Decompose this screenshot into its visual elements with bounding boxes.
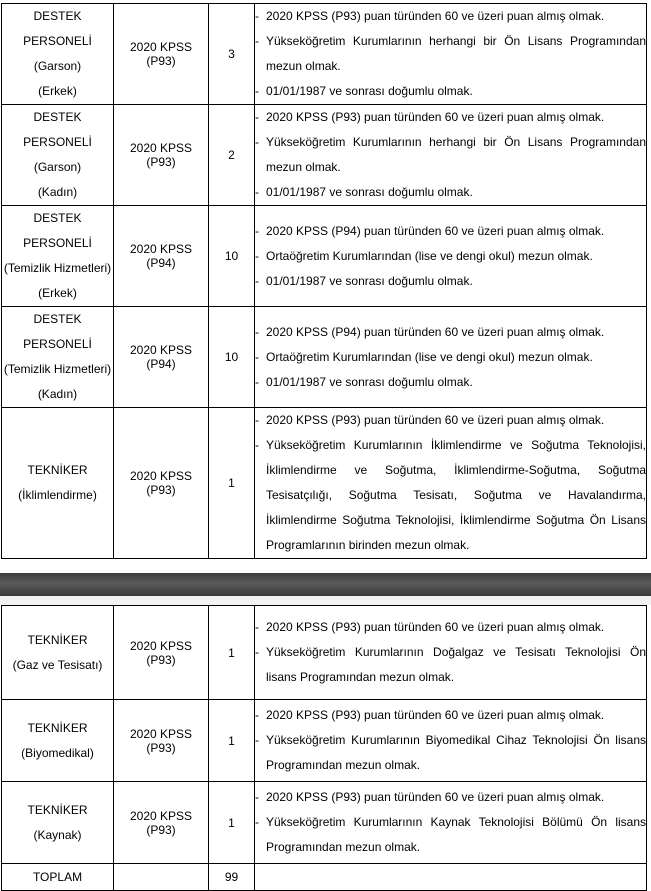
position-line: (Kaynak) <box>33 827 82 842</box>
bullet-dash: - <box>255 438 259 452</box>
position-cell <box>2 606 114 700</box>
bullet-dash: - <box>255 349 259 364</box>
position-line: PERSONELİ <box>23 34 92 48</box>
requirements-cell <box>255 105 647 206</box>
requirement-line <box>255 130 646 155</box>
requirement-line <box>255 433 646 458</box>
staff-positions-table-bottom <box>1 605 647 891</box>
requirements-cell <box>255 4 647 105</box>
table-row <box>2 206 647 307</box>
requirement-line <box>255 785 646 810</box>
position-line: PERSONELİ <box>23 337 92 351</box>
requirement-text: Yükseköğretim Kurumlarının herhangi bir Ön Lisans Programından <box>266 135 646 149</box>
requirement-text: 2020 KPSS (P94) puan türünden 60 ve üzeri puan almış olmak. <box>266 324 605 339</box>
position-line: TEKNİKER <box>27 463 88 477</box>
table-row <box>2 105 647 206</box>
requirement-line <box>255 155 646 180</box>
position-line: (Temizlik Hizmetleri) <box>3 362 112 376</box>
requirement-text: Ortaöğretim Kurumlarından (lise ve dengi okul) mezun olmak. <box>266 349 593 364</box>
requirement-text: 2020 KPSS (P93) puan türünden 60 ve üzeri puan almış olmak. <box>266 9 605 23</box>
bullet-dash: - <box>255 645 259 659</box>
count-cell: 10 <box>209 307 255 408</box>
count-cell: 1 <box>209 782 255 864</box>
count-cell: 1 <box>209 700 255 782</box>
requirement-line <box>255 640 646 665</box>
staff-positions-table-top <box>1 3 647 559</box>
position-line: (Temizlik Hizmetleri) <box>3 261 112 275</box>
requirement-line <box>255 269 646 294</box>
count-cell: 2 <box>209 105 255 206</box>
requirement-text: 2020 KPSS (P93) puan türünden 60 ve üzeri puan almış olmak. <box>266 790 605 804</box>
requirement-text: Programından mezun olmak. <box>266 840 421 854</box>
count-cell: 1 <box>209 408 255 559</box>
position-line: DESTEK <box>33 211 82 225</box>
bullet-dash: - <box>255 374 259 389</box>
requirement-line <box>255 345 646 370</box>
total-label: TOPLAM <box>2 864 114 891</box>
exam-cell: 2020 KPSS (P93) <box>114 4 209 105</box>
position-cell <box>2 782 114 864</box>
position-line: (Kadın) <box>37 185 78 199</box>
position-line: PERSONELİ <box>23 236 92 250</box>
requirement-text: Tesisatçılığı, Soğutma Tesisatı, Soğutma ve Havalandırma, <box>266 488 646 502</box>
position-line: DESTEK <box>33 312 82 326</box>
requirement-line <box>255 508 646 533</box>
requirement-text: Yükseköğretim Kurumlarının Biyomedikal Cihaz Teknolojisi Ön lisans <box>266 733 646 747</box>
bullet-dash: - <box>255 34 259 48</box>
bullet-dash: - <box>255 413 259 427</box>
requirement-line <box>255 810 646 835</box>
requirement-line <box>255 615 646 640</box>
requirement-text: İklimlendirme ve Soğutma, İklimlendirme-Soğutma, Soğutma <box>266 463 646 477</box>
bullet-dash: - <box>255 273 259 288</box>
requirements-cell <box>255 206 647 307</box>
position-line: (Biyomedikal) <box>21 745 94 760</box>
requirements-cell <box>255 408 647 559</box>
requirements-cell <box>255 606 647 700</box>
requirement-text: Yükseköğretim Kurumlarının herhangi bir Ön Lisans Programından <box>266 34 646 48</box>
requirement-line <box>255 320 646 345</box>
count-cell: 3 <box>209 4 255 105</box>
requirement-text: 01/01/1987 ve sonrası doğumlu olmak. <box>266 84 473 98</box>
bullet-dash: - <box>255 223 259 238</box>
position-cell <box>2 408 114 559</box>
position-cell <box>2 700 114 782</box>
requirement-text: 2020 KPSS (P93) puan türünden 60 ve üzeri puan almış olmak. <box>266 708 605 722</box>
requirement-line <box>255 408 646 433</box>
exam-cell: 2020 KPSS (P93) <box>114 606 209 700</box>
bullet-dash: - <box>255 815 259 829</box>
requirement-line <box>255 54 646 79</box>
requirement-text: İklimlendirme Soğutma Teknolojisi, İklimlendirme Soğutma Ön Lisans <box>266 513 646 527</box>
bullet-dash: - <box>255 9 259 23</box>
page-break-bar <box>0 573 651 596</box>
position-line: (Garson) <box>33 160 82 174</box>
position-line: TEKNİKER <box>27 802 88 817</box>
position-line: (Garson) <box>33 59 82 73</box>
requirement-text: mezun olmak. <box>266 160 341 174</box>
requirement-text: mezun olmak. <box>266 59 341 73</box>
requirement-text: 01/01/1987 ve sonrası doğumlu olmak. <box>266 273 473 288</box>
total-blank-cell <box>114 864 209 891</box>
requirement-text: Yükseköğretim Kurumlarının Doğalgaz ve Tesisatı Teknolojisi Ön <box>266 645 646 659</box>
position-line: (Gaz ve Tesisatı) <box>12 657 103 672</box>
table-row <box>2 4 647 105</box>
bullet-dash: - <box>255 185 259 199</box>
requirement-text: 2020 KPSS (P93) puan türünden 60 ve üzeri puan almış olmak. <box>266 620 605 634</box>
bullet-dash: - <box>255 110 259 124</box>
requirement-line <box>255 728 646 753</box>
position-cell <box>2 4 114 105</box>
requirement-text: Yükseköğretim Kurumlarının Kaynak Teknolojisi Bölümü Ön lisans <box>266 815 646 829</box>
bullet-dash: - <box>255 620 259 634</box>
total-empty-cell <box>255 864 647 891</box>
table-row <box>2 307 647 408</box>
count-cell: 10 <box>209 206 255 307</box>
total-row <box>2 864 647 891</box>
requirement-line <box>255 79 646 104</box>
requirement-line <box>255 753 646 778</box>
requirements-cell <box>255 700 647 782</box>
requirement-text: Programından mezun olmak. <box>266 758 421 772</box>
requirement-text: lisans Programından mezun olmak. <box>266 670 455 684</box>
position-cell <box>2 105 114 206</box>
requirement-text: 2020 KPSS (P93) puan türünden 60 ve üzeri puan almış olmak. <box>266 110 605 124</box>
requirement-line <box>255 533 646 558</box>
requirement-text: Yükseköğretim Kurumlarının İklimlendirme ve Soğutma Teknolojisi, <box>266 438 646 452</box>
position-line: (Erkek) <box>38 286 77 300</box>
bullet-dash: - <box>255 84 259 98</box>
position-line: (Kadın) <box>37 387 78 401</box>
total-count: 99 <box>209 864 255 891</box>
position-cell <box>2 206 114 307</box>
position-line: TEKNİKER <box>27 720 88 735</box>
table-row <box>2 700 647 782</box>
position-line: DESTEK <box>33 110 82 124</box>
table-row <box>2 606 647 700</box>
requirement-text: Ortaöğretim Kurumlarından (lise ve dengi okul) mezun olmak. <box>266 248 593 263</box>
requirement-line <box>255 665 646 690</box>
bullet-dash: - <box>255 248 259 263</box>
requirement-line <box>255 180 646 205</box>
table-body-bottom <box>2 606 647 864</box>
page-break-gap <box>0 596 651 605</box>
requirement-line <box>255 703 646 728</box>
requirement-line <box>255 835 646 860</box>
requirement-text: 01/01/1987 ve sonrası doğumlu olmak. <box>266 374 473 389</box>
exam-cell: 2020 KPSS (P94) <box>114 206 209 307</box>
position-line: DESTEK <box>33 9 82 23</box>
requirement-text: 2020 KPSS (P94) puan türünden 60 ve üzeri puan almış olmak. <box>266 223 605 238</box>
table-row <box>2 408 647 559</box>
requirement-line <box>255 4 646 29</box>
requirements-cell <box>255 307 647 408</box>
requirement-text: 2020 KPSS (P93) puan türünden 60 ve üzeri puan almış olmak. <box>266 413 605 427</box>
exam-cell: 2020 KPSS (P93) <box>114 782 209 864</box>
position-line: (Erkek) <box>38 84 77 98</box>
bullet-dash: - <box>255 733 259 747</box>
table-body-top <box>2 4 647 559</box>
requirement-text: 01/01/1987 ve sonrası doğumlu olmak. <box>266 185 473 199</box>
bullet-dash: - <box>255 135 259 149</box>
requirement-line <box>255 105 646 130</box>
requirement-text: Programlarının birinden mezun olmak. <box>266 538 470 552</box>
requirement-line <box>255 370 646 395</box>
requirement-line <box>255 483 646 508</box>
requirement-line <box>255 244 646 269</box>
position-cell <box>2 307 114 408</box>
exam-cell: 2020 KPSS (P94) <box>114 307 209 408</box>
requirement-line <box>255 219 646 244</box>
count-cell: 1 <box>209 606 255 700</box>
exam-cell: 2020 KPSS (P93) <box>114 408 209 559</box>
bullet-dash: - <box>255 708 259 722</box>
exam-cell: 2020 KPSS (P93) <box>114 700 209 782</box>
requirement-line <box>255 458 646 483</box>
position-line: PERSONELİ <box>23 135 92 149</box>
bullet-dash: - <box>255 324 259 339</box>
requirements-cell <box>255 782 647 864</box>
exam-cell: 2020 KPSS (P93) <box>114 105 209 206</box>
position-line: (İklimlendirme) <box>18 488 97 502</box>
bullet-dash: - <box>255 790 259 804</box>
table-row <box>2 782 647 864</box>
position-line: TEKNİKER <box>27 632 88 647</box>
requirement-line <box>255 29 646 54</box>
